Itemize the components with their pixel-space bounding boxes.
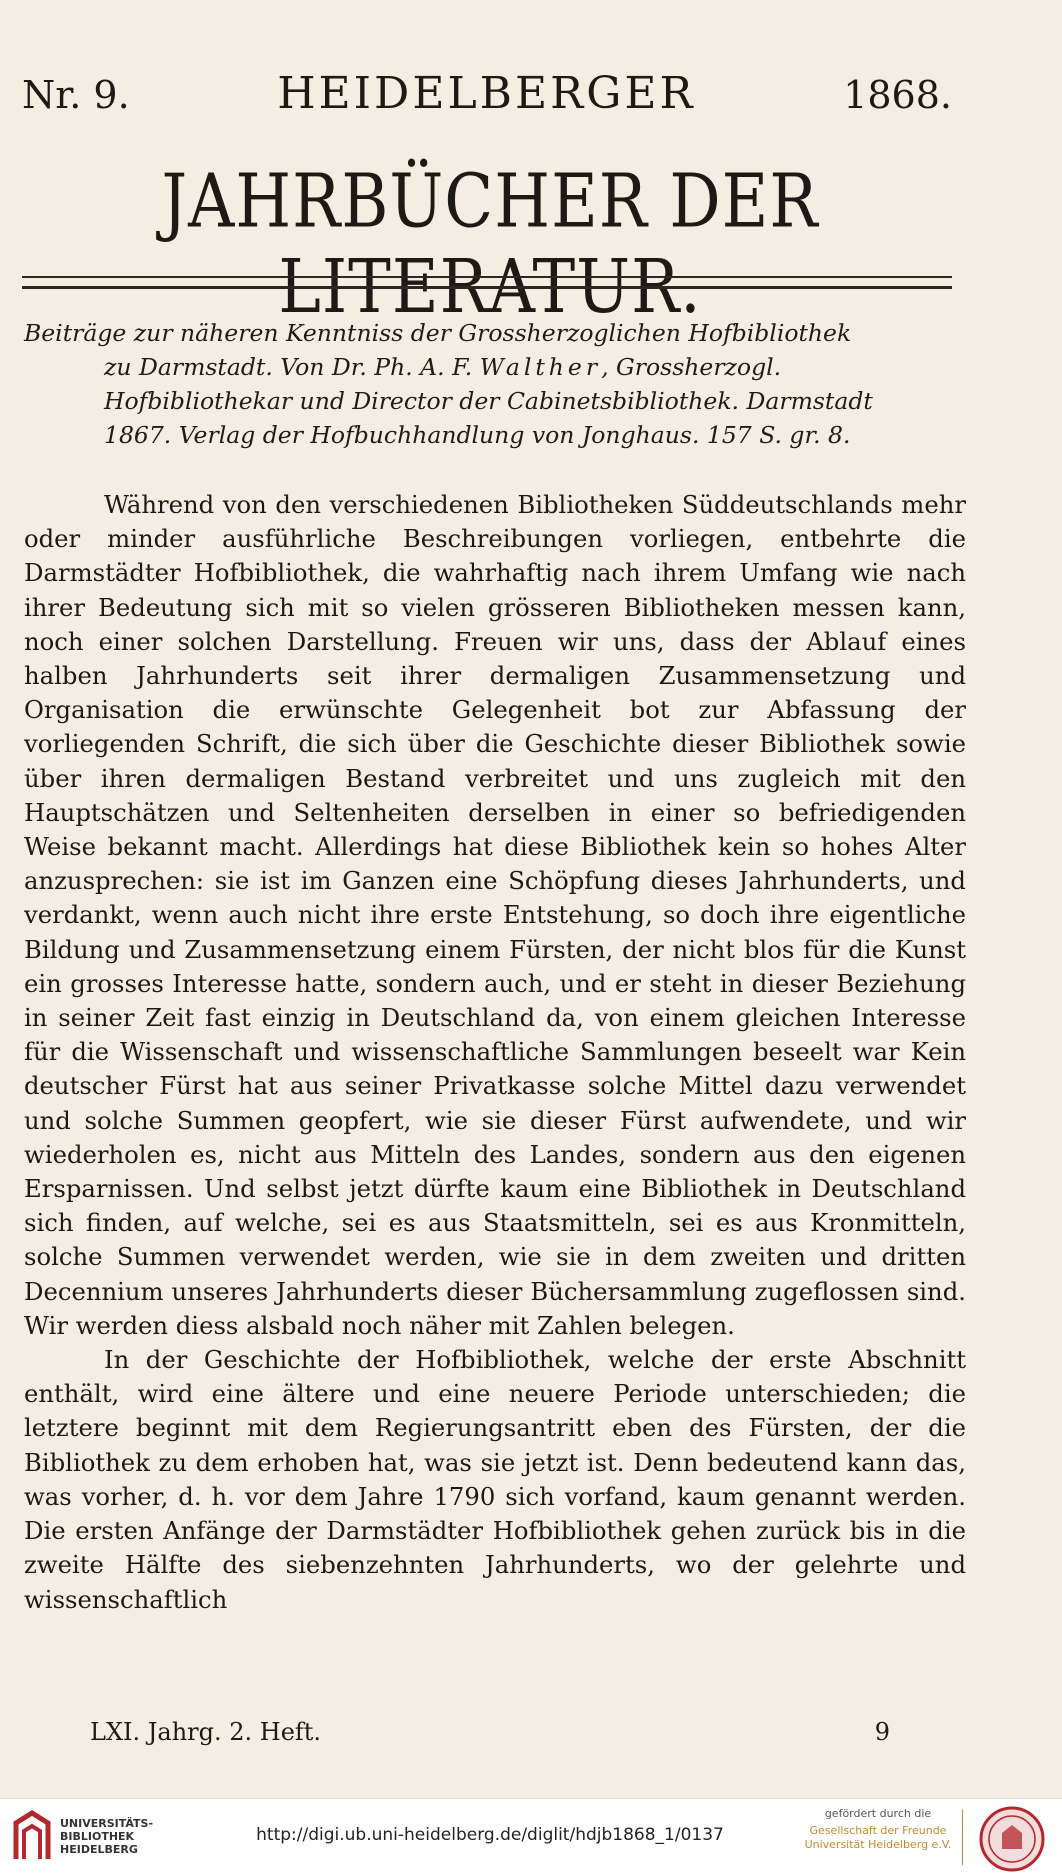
university-seal-icon (978, 1805, 1046, 1873)
issue-number: Nr. 9. (22, 73, 130, 117)
title-rule-divider (22, 276, 952, 289)
citation-author: Walther (479, 353, 602, 381)
society-name-line-2: Universität Heidelberg e.V. (804, 1838, 952, 1851)
permalink-url[interactable]: http://digi.ub.uni-heidelberg.de/diglit/hdjb1868_1/0137 (256, 1825, 724, 1845)
digitization-bar (0, 1798, 1062, 1875)
book-citation (24, 316, 960, 452)
paragraph-2: In der Geschichte der Hofbibliothek, welche der erste Abschnitt enthält, wird eine ältere und eine neuere Periode unterschieden; die letztere beginnt mit dem Regierungsantritt eben des Fürsten, der die Bibliothek zu dem erhoben hat, was sie jetzt ist. Denn bedeutend kann das, was vorher, d. h. vor dem Jahre 1790 sich vorfand, kaum genannt werden. Die ersten Anfänge der Darmstädter Hofbibliothek gehen zurück bis in die zweite Hälfte des siebenzehnten Jahrhunderts, wo der gelehrte und wissenschaftlich (24, 1345, 966, 1614)
issue-year: 1868. (843, 73, 952, 117)
citation-line-1: Beiträge zur näheren Kenntniss der Grossherzoglichen Hofbibliothek (24, 319, 852, 347)
library-name (60, 1817, 153, 1856)
library-name-line-3: HEIDELBERG (60, 1843, 138, 1856)
running-header (22, 68, 952, 119)
citation-line-2-pre: zu Darmstadt. Von Dr. Ph. A. F. (104, 353, 473, 381)
signature-mark: LXI. Jahrg. 2. Heft. (90, 1718, 322, 1746)
page-title: JAHRBÜCHER DER LITERATUR. (161, 160, 819, 331)
library-logo-icon (10, 1809, 54, 1865)
citation-line-2-post: , Grossherzogl. (601, 353, 782, 381)
review-body (24, 488, 966, 1617)
library-name-line-1: UNIVERSITÄTS- (60, 1817, 154, 1830)
funding-credit (800, 1807, 956, 1852)
paragraph-1: Während von den verschiedenen Bibliotheken Süddeutschlands mehr oder minder ausführliche Beschreibungen vorliegen, entbehrte die Darmstädter Hofbibliothek, die wahrhaftig nach ihrem Umfang wie nach ihrer Bedeutung sich mit so vielen grösseren Bibliotheken messen kann, noch einer solchen Darstellung. Freuen wir uns, dass der Ablauf eines halben Jahrhunderts seit ihrer dermaligen Zusammensetzung und Organisation die erwünschte Gelegenheit bot zur Abfassung der vorliegenden Schrift, die sich über die Geschichte dieser Bibliothek sowie über ihren dermaligen Bestand verbreitet und uns zugleich mit den Hauptschätzen und Seltenheiten derselben in einer so befriedigenden Weise bekannt macht. Allerdings hat diese Bibliothek kein so hohes Alter anzusprechen: sie ist im Ganzen eine Schöpfung dieses Jahrhunderts, und verdankt, wenn auch nicht ihre erste Entstehung, so doch ihre eigentliche Bildung und Zusammensetzung einem Fürsten, der nicht blos für die Kunst ein grosses Interesse hatte, sondern auch, und er steht in dieser Beziehung in seiner Zeit fast einzig in Deutschland da, von einem gleichen Interesse für die Wissenschaft und wissenschaftliche Sammlungen beseelt war Kein deutscher Fürst hat aus seiner Privatkasse solche Mittel dazu verwendet und solche Summen geopfert, wie sie dieser Fürst aufwendete, und wir wiederholen es, nicht aus Mitteln des Landes, sondern aus den eigenen Ersparnissen. Und selbst jetzt dürfte kaum eine Bibliothek in Deutschland sich finden, auf welche, sei es aus Staatsmitteln, sei es aus Kronmitteln, solche Summen verwendet werden, wie sie in dem zweiten und dritten Decennium unseres Jahrhunderts dieser Büchersammlung zugeflossen sind. Wir werden diess alsbald noch näher mit Zahlen belegen. (24, 490, 966, 1340)
citation-line-2 (24, 350, 960, 384)
citation-line-4: 1867. Verlag der Hofbuchhandlung von Jonghaus. 157 S. gr. 8. (104, 421, 851, 449)
society-name-line-1: Gesellschaft der Freunde (809, 1824, 947, 1837)
credit-divider (962, 1809, 963, 1865)
citation-line-3: Hofbibliothekar und Director der Cabinetsbibliothek. Darmstadt (104, 387, 873, 415)
journal-name: HEIDELBERGER (277, 68, 696, 119)
page-number: 9 (874, 1718, 890, 1746)
page-footer (90, 1718, 890, 1746)
library-name-line-2: BIBLIOTHEK (60, 1830, 135, 1843)
funded-label: gefördert durch die (824, 1807, 932, 1820)
